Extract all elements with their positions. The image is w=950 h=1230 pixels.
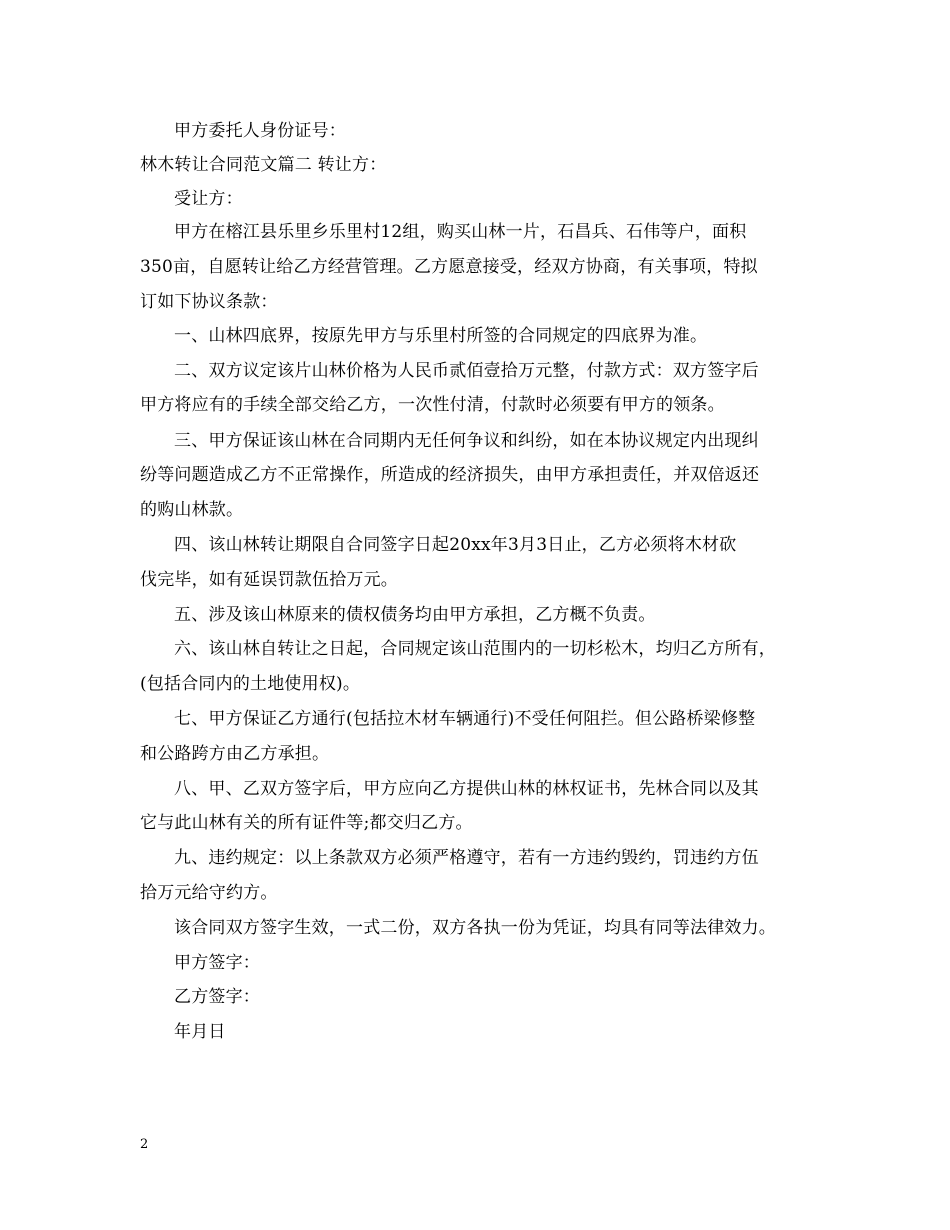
text-line: 一、山林四底界，按原先甲方与乐里村所签的合同规定的四底界为准。	[174, 326, 708, 346]
text-line: 甲方委托人身份证号：	[174, 121, 346, 141]
section-heading-line: 林木转让合同范文篇二 转让方：	[140, 155, 387, 175]
text-line: 纷等问题造成乙方不正常操作，所造成的经济损失，由甲方承担责任，并双倍返还	[140, 465, 760, 485]
text-line: 二、双方议定该片山林价格为人民币贰佰壹拾万元整，付款方式：双方签字后	[174, 361, 759, 381]
text-line: 八、甲、乙双方签字后，甲方应向乙方提供山林的林权证书，先林合同以及其	[174, 779, 759, 799]
text-line: 350亩，自愿转让给乙方经营管理。乙方愿意接受，经双方协商，有关事项，特拟	[140, 257, 758, 277]
text-line: 受让方：	[174, 189, 243, 209]
date-line: 年月日	[174, 1022, 226, 1042]
text-line: 六、该山林自转让之日起，合同规定该山范围内的一切杉松木，均归乙方所有，	[174, 639, 776, 659]
page-number: 2	[140, 1137, 149, 1152]
signature-line-party-b: 乙方签字：	[174, 987, 260, 1007]
signature-line-party-a: 甲方签字：	[174, 953, 260, 973]
text-line: 九、违约规定：以上条款双方必须严格遵守，若有一方违约毁约，罚违约方伍	[174, 848, 759, 868]
text-line: 甲方在榕江县乐里乡乐里村12组，购买山林一片，石昌兵、石伟等户，面积	[174, 222, 747, 242]
text-line: 它与此山林有关的所有证件等;都交归乙方。	[140, 813, 473, 833]
text-line: 的购山林款。	[140, 500, 244, 520]
text-line: 四、该山林转让期限自合同签字日起20xx年3月3日止，乙方必须将木材砍	[174, 535, 737, 555]
text-line: 拾万元给守约方。	[140, 883, 278, 903]
text-line: 三、甲方保证该山林在合同期内无任何争议和纠纷，如在本协议规定内出现纠	[174, 431, 759, 451]
text-line: 该合同双方签字生效，一式二份，双方各执一份为凭证，均具有同等法律效力。	[174, 918, 776, 938]
text-line: 七、甲方保证乙方通行(包括拉木材车辆通行)不受任何阻拦。但公路桥梁修整	[174, 709, 756, 729]
text-line: (包括合同内的土地使用权)。	[140, 674, 361, 694]
text-line: 伐完毕，如有延误罚款伍拾万元。	[140, 570, 398, 590]
text-line: 五、涉及该山林原来的债权债务均由甲方承担，乙方概不负责。	[174, 605, 656, 625]
text-line: 和公路跨方由乙方承担。	[140, 744, 330, 764]
text-line: 甲方将应有的手续全部交给乙方，一次性付清，付款时必须要有甲方的领条。	[140, 395, 725, 415]
text-line: 订如下协议条款：	[140, 292, 278, 312]
